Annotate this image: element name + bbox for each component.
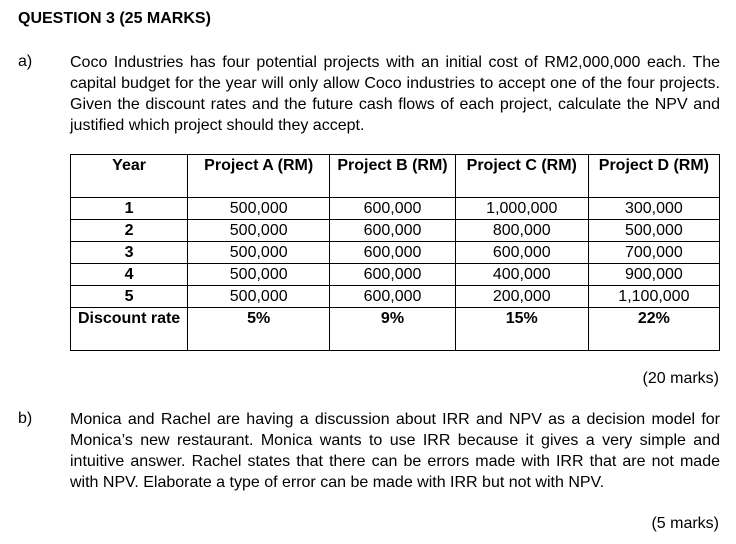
header-project-a: Project A (RM): [188, 155, 330, 198]
year-cell: 2: [71, 220, 188, 242]
project-a-cell: 500,000: [188, 198, 330, 220]
project-d-cell: 500,000: [588, 220, 719, 242]
project-a-cell: 500,000: [188, 242, 330, 264]
project-b-cell: 600,000: [330, 220, 456, 242]
project-b-cell: 600,000: [330, 264, 456, 286]
table-row: [71, 286, 720, 308]
project-c-rate: 15%: [455, 308, 588, 351]
year-cell: 4: [71, 264, 188, 286]
project-b-cell: 600,000: [330, 286, 456, 308]
project-a-cell: 500,000: [188, 286, 330, 308]
table-row: [71, 264, 720, 286]
part-b-text: Monica and Rachel are having a discussion about IRR and NPV as a decision model for Monica’s new restaurant. Monica wants to use IRR because it gives a very simple and intuitive answer. Rachel states that there can be errors made with IRR that are not made with NPV. Elaborate a type of error can be made with IRR but not with NPV.: [70, 411, 720, 491]
project-a-cell: 500,000: [188, 264, 330, 286]
project-b-rate: 9%: [330, 308, 456, 351]
year-cell: 5: [71, 286, 188, 308]
project-b-cell: 600,000: [330, 198, 456, 220]
part-a-marks: (20 marks): [642, 370, 719, 387]
project-d-cell: 1,100,000: [588, 286, 719, 308]
part-b-label: b): [18, 410, 33, 427]
year-cell: 1: [71, 198, 188, 220]
table-row: [71, 220, 720, 242]
project-d-cell: 300,000: [588, 198, 719, 220]
project-c-cell: 400,000: [455, 264, 588, 286]
project-a-rate: 5%: [188, 308, 330, 351]
header-project-c: Project C (RM): [455, 155, 588, 198]
discount-rate-row: [71, 308, 720, 351]
project-c-cell: 800,000: [455, 220, 588, 242]
question-heading: QUESTION 3 (25 MARKS): [18, 10, 211, 27]
table-row: [71, 198, 720, 220]
project-a-cell: 500,000: [188, 220, 330, 242]
project-d-rate: 22%: [588, 308, 719, 351]
header-project-b: Project B (RM): [330, 155, 456, 198]
header-project-d: Project D (RM): [588, 155, 719, 198]
part-a-label: a): [18, 53, 33, 70]
table-row: [71, 242, 720, 264]
project-d-cell: 900,000: [588, 264, 719, 286]
project-b-cell: 600,000: [330, 242, 456, 264]
project-c-cell: 1,000,000: [455, 198, 588, 220]
project-c-cell: 200,000: [455, 286, 588, 308]
year-cell: 3: [71, 242, 188, 264]
discount-rate-label: Discount rate: [71, 308, 188, 351]
header-year: Year: [71, 155, 188, 198]
table-header-row: [71, 155, 720, 198]
cash-flow-table: [70, 154, 720, 351]
project-d-cell: 700,000: [588, 242, 719, 264]
part-a-text: Coco Industries has four potential projects with an initial cost of RM2,000,000 each. The capital budget for the year will only allow Coco industries to accept one of the four projects. Given the discount rates and the future cash flows of each project, calculate the NPV and justified which project should they accept.: [70, 54, 720, 134]
project-c-cell: 600,000: [455, 242, 588, 264]
part-b-marks: (5 marks): [651, 515, 719, 532]
